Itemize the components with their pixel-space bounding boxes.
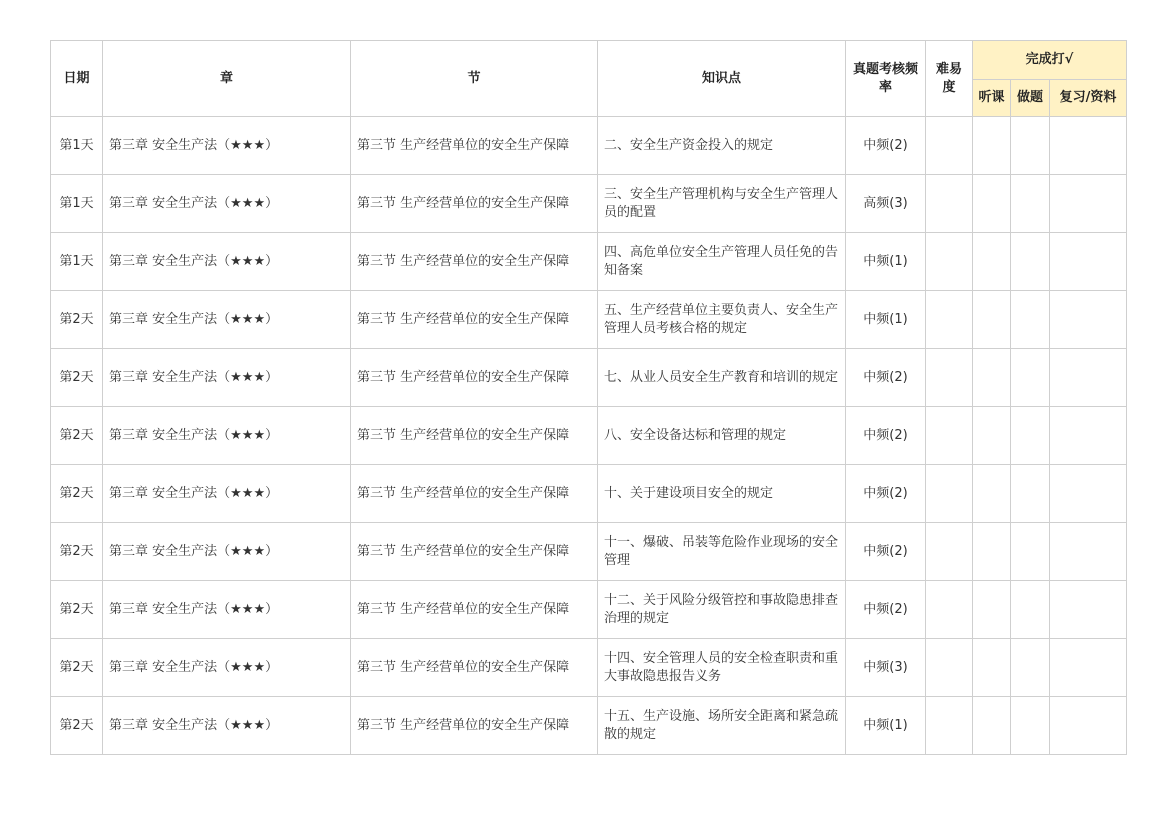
table-row xyxy=(51,117,1127,175)
cell-difficulty xyxy=(926,349,973,407)
cell-frequency: 中频(1) xyxy=(846,697,926,755)
cell-date: 第2天 xyxy=(51,697,103,755)
cell-knowledge-point: 三、安全生产管理机构与安全生产管理人员的配置 xyxy=(598,175,846,233)
cell-frequency: 中频(2) xyxy=(846,581,926,639)
cell-knowledge-point: 十四、安全管理人员的安全检查职责和重大事故隐患报告义务 xyxy=(598,639,846,697)
cell-exercise-check[interactable] xyxy=(1011,233,1050,291)
cell-section: 第三节 生产经营单位的安全生产保障 xyxy=(351,175,598,233)
cell-date: 第1天 xyxy=(51,233,103,291)
cell-exercise-check[interactable] xyxy=(1011,465,1050,523)
cell-chapter: 第三章 安全生产法（★★★） xyxy=(103,639,351,697)
table-row xyxy=(51,407,1127,465)
cell-exercise-check[interactable] xyxy=(1011,581,1050,639)
cell-frequency: 中频(1) xyxy=(846,291,926,349)
cell-section: 第三节 生产经营单位的安全生产保障 xyxy=(351,117,598,175)
table-row xyxy=(51,523,1127,581)
cell-frequency: 高频(3) xyxy=(846,175,926,233)
header-section: 节 xyxy=(351,41,598,117)
cell-chapter: 第三章 安全生产法（★★★） xyxy=(103,233,351,291)
cell-review-check[interactable] xyxy=(1050,407,1127,465)
cell-section: 第三节 生产经营单位的安全生产保障 xyxy=(351,581,598,639)
table-body xyxy=(51,117,1127,755)
cell-difficulty xyxy=(926,233,973,291)
cell-review-check[interactable] xyxy=(1050,233,1127,291)
cell-date: 第1天 xyxy=(51,175,103,233)
cell-difficulty xyxy=(926,465,973,523)
header-date: 日期 xyxy=(51,41,103,117)
table-row xyxy=(51,291,1127,349)
table-row xyxy=(51,639,1127,697)
cell-section: 第三节 生产经营单位的安全生产保障 xyxy=(351,465,598,523)
header-chapter: 章 xyxy=(103,41,351,117)
cell-review-check[interactable] xyxy=(1050,523,1127,581)
cell-date: 第1天 xyxy=(51,117,103,175)
header-exercise: 做题 xyxy=(1011,80,1050,117)
cell-chapter: 第三章 安全生产法（★★★） xyxy=(103,581,351,639)
cell-knowledge-point: 五、生产经营单位主要负责人、安全生产管理人员考核合格的规定 xyxy=(598,291,846,349)
cell-frequency: 中频(2) xyxy=(846,523,926,581)
cell-section: 第三节 生产经营单位的安全生产保障 xyxy=(351,639,598,697)
cell-frequency: 中频(1) xyxy=(846,233,926,291)
cell-lecture-check[interactable] xyxy=(973,523,1011,581)
cell-lecture-check[interactable] xyxy=(973,233,1011,291)
cell-date: 第2天 xyxy=(51,523,103,581)
cell-review-check[interactable] xyxy=(1050,581,1127,639)
cell-exercise-check[interactable] xyxy=(1011,291,1050,349)
cell-section: 第三节 生产经营单位的安全生产保障 xyxy=(351,697,598,755)
cell-knowledge-point: 二、安全生产资金投入的规定 xyxy=(598,117,846,175)
cell-date: 第2天 xyxy=(51,349,103,407)
cell-difficulty xyxy=(926,407,973,465)
cell-section: 第三节 生产经营单位的安全生产保障 xyxy=(351,407,598,465)
cell-knowledge-point: 八、安全设备达标和管理的规定 xyxy=(598,407,846,465)
cell-lecture-check[interactable] xyxy=(973,291,1011,349)
cell-chapter: 第三章 安全生产法（★★★） xyxy=(103,117,351,175)
cell-chapter: 第三章 安全生产法（★★★） xyxy=(103,697,351,755)
cell-exercise-check[interactable] xyxy=(1011,407,1050,465)
cell-frequency: 中频(2) xyxy=(846,117,926,175)
cell-lecture-check[interactable] xyxy=(973,349,1011,407)
header-knowledge-point: 知识点 xyxy=(598,41,846,117)
cell-date: 第2天 xyxy=(51,581,103,639)
header-completion: 完成打√ xyxy=(973,41,1127,80)
cell-section: 第三节 生产经营单位的安全生产保障 xyxy=(351,291,598,349)
cell-section: 第三节 生产经营单位的安全生产保障 xyxy=(351,349,598,407)
cell-lecture-check[interactable] xyxy=(973,465,1011,523)
cell-exercise-check[interactable] xyxy=(1011,117,1050,175)
cell-review-check[interactable] xyxy=(1050,117,1127,175)
table-row xyxy=(51,581,1127,639)
table-row xyxy=(51,465,1127,523)
cell-exercise-check[interactable] xyxy=(1011,349,1050,407)
cell-lecture-check[interactable] xyxy=(973,117,1011,175)
header-lecture: 听课 xyxy=(973,80,1011,117)
cell-chapter: 第三章 安全生产法（★★★） xyxy=(103,465,351,523)
cell-chapter: 第三章 安全生产法（★★★） xyxy=(103,291,351,349)
cell-exercise-check[interactable] xyxy=(1011,697,1050,755)
table-header xyxy=(51,41,1127,117)
cell-chapter: 第三章 安全生产法（★★★） xyxy=(103,407,351,465)
table-row xyxy=(51,175,1127,233)
cell-frequency: 中频(2) xyxy=(846,407,926,465)
cell-difficulty xyxy=(926,581,973,639)
cell-difficulty xyxy=(926,697,973,755)
cell-date: 第2天 xyxy=(51,639,103,697)
study-plan-table xyxy=(50,40,1127,755)
cell-difficulty xyxy=(926,523,973,581)
cell-knowledge-point: 七、从业人员安全生产教育和培训的规定 xyxy=(598,349,846,407)
cell-date: 第2天 xyxy=(51,465,103,523)
header-difficulty: 难易度 xyxy=(926,41,973,117)
cell-frequency: 中频(2) xyxy=(846,349,926,407)
cell-knowledge-point: 十、关于建设项目安全的规定 xyxy=(598,465,846,523)
cell-review-check[interactable] xyxy=(1050,291,1127,349)
cell-difficulty xyxy=(926,639,973,697)
cell-review-check[interactable] xyxy=(1050,465,1127,523)
header-review: 复习/资料 xyxy=(1050,80,1127,117)
cell-difficulty xyxy=(926,175,973,233)
cell-chapter: 第三章 安全生产法（★★★） xyxy=(103,523,351,581)
cell-review-check[interactable] xyxy=(1050,349,1127,407)
cell-exercise-check[interactable] xyxy=(1011,639,1050,697)
cell-lecture-check[interactable] xyxy=(973,697,1011,755)
cell-date: 第2天 xyxy=(51,291,103,349)
cell-lecture-check[interactable] xyxy=(973,175,1011,233)
cell-date: 第2天 xyxy=(51,407,103,465)
cell-review-check[interactable] xyxy=(1050,639,1127,697)
header-frequency: 真题考核频率 xyxy=(846,41,926,117)
cell-chapter: 第三章 安全生产法（★★★） xyxy=(103,175,351,233)
cell-lecture-check[interactable] xyxy=(973,639,1011,697)
table-row xyxy=(51,233,1127,291)
cell-difficulty xyxy=(926,291,973,349)
cell-knowledge-point: 十一、爆破、吊装等危险作业现场的安全管理 xyxy=(598,523,846,581)
cell-section: 第三节 生产经营单位的安全生产保障 xyxy=(351,233,598,291)
table-row xyxy=(51,697,1127,755)
cell-section: 第三节 生产经营单位的安全生产保障 xyxy=(351,523,598,581)
table-row xyxy=(51,349,1127,407)
cell-exercise-check[interactable] xyxy=(1011,523,1050,581)
cell-lecture-check[interactable] xyxy=(973,407,1011,465)
cell-knowledge-point: 十二、关于风险分级管控和事故隐患排查治理的规定 xyxy=(598,581,846,639)
cell-knowledge-point: 十五、生产设施、场所安全距离和紧急疏散的规定 xyxy=(598,697,846,755)
cell-knowledge-point: 四、高危单位安全生产管理人员任免的告知备案 xyxy=(598,233,846,291)
cell-review-check[interactable] xyxy=(1050,697,1127,755)
cell-frequency: 中频(3) xyxy=(846,639,926,697)
cell-review-check[interactable] xyxy=(1050,175,1127,233)
cell-exercise-check[interactable] xyxy=(1011,175,1050,233)
cell-chapter: 第三章 安全生产法（★★★） xyxy=(103,349,351,407)
cell-frequency: 中频(2) xyxy=(846,465,926,523)
cell-difficulty xyxy=(926,117,973,175)
cell-lecture-check[interactable] xyxy=(973,581,1011,639)
